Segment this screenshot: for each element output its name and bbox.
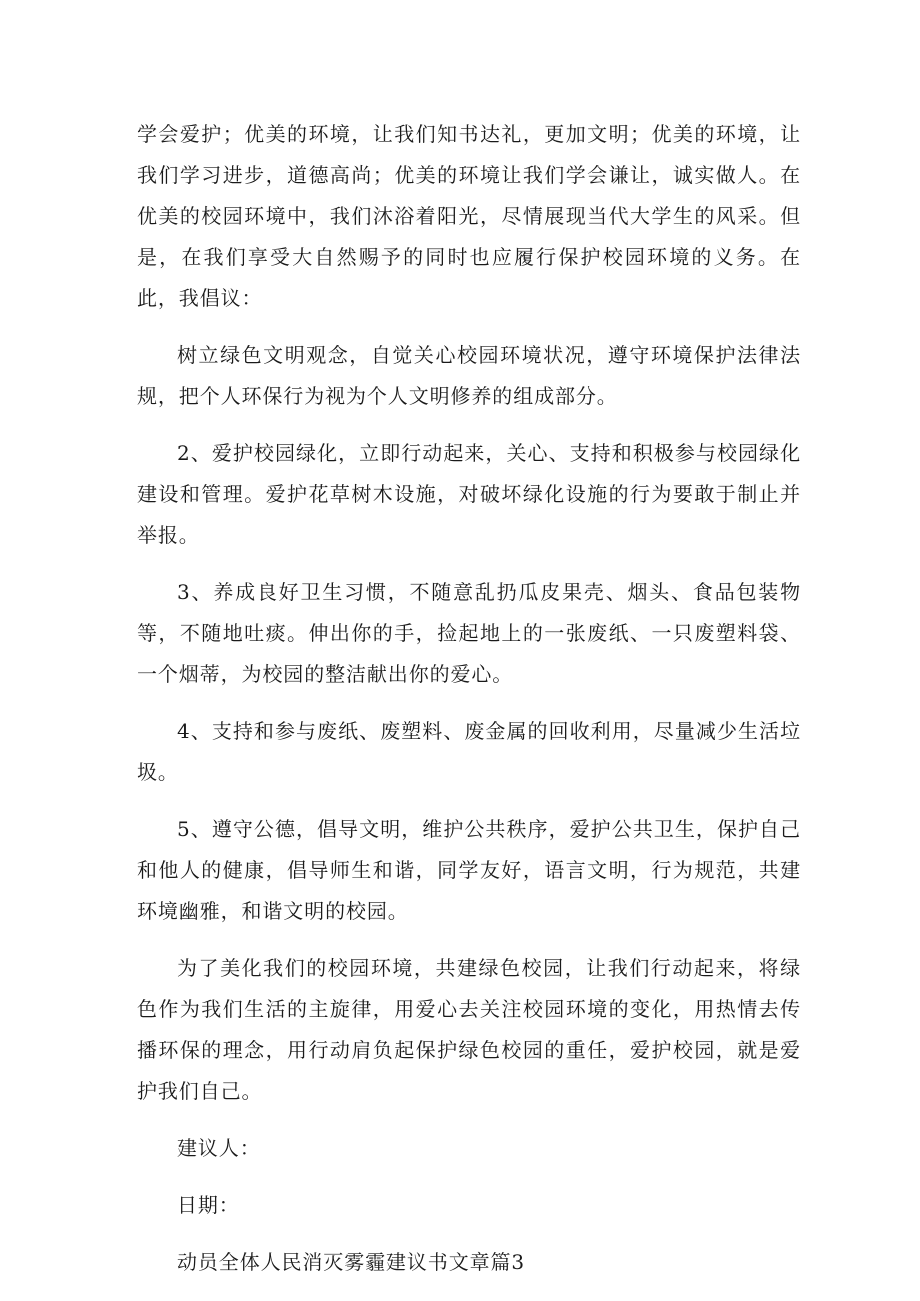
signature-proposer: 建议人： [177, 1136, 261, 1160]
paragraph-intro: 学会爱护；优美的环境，让我们知书达礼，更加文明；优美的环境，让我们学习进步，道德高尚；优美的环境让我们学会谦让，诚实做人。在优美的校园环境中，我们沐浴着阳光，尽情展现当代大学生的风采。但是，在我们享受大自然赐予的同时也应履行保护校园环境的义务。在此，我倡议： [137, 122, 801, 310]
paragraph-gap [137, 1226, 801, 1242]
paragraph-item-3: 3、养成良好卫生习惯，不随意乱扔瓜皮果壳、烟头、食品包装物等，不随地吐痰。伸出你的手，捡起地上的一张废纸、一只废塑料袋、一个烟蒂，为校园的整洁献出你的爱心。 [137, 580, 801, 686]
signature-date: 日期： [177, 1193, 240, 1217]
paragraph-gap [137, 932, 801, 948]
paragraph-gap [137, 793, 801, 809]
paragraph-gap [137, 556, 801, 572]
paragraph-gap [137, 695, 801, 711]
document-body [137, 114, 801, 1283]
paragraph-item-2: 2、爱护校园绿化，立即行动起来，关心、支持和积极参与校园绿化建设和管理。爱护花草树木设施，对破坏绿化设施的行为要敢于制止并举报。 [137, 441, 801, 547]
paragraph-item-1: 树立绿色文明观念，自觉关心校园环境状况，遵守环境保护法律法规，把个人环保行为视为个人文明修养的组成部分。 [137, 343, 801, 408]
paragraph-gap [137, 417, 801, 433]
next-article-heading: 动员全体人民消灭雾霾建议书文章篇3 [177, 1250, 526, 1274]
paragraph-item-5: 5、遵守公德，倡导文明，维护公共秩序，爱护公共卫生，保护自己和他人的健康，倡导师生和谐，同学友好，语言文明，行为规范，共建环境幽雅，和谐文明的校园。 [137, 817, 801, 923]
paragraph-closing: 为了美化我们的校园环境，共建绿色校园，让我们行动起来，将绿色作为我们生活的主旋律，用爱心去关注校园环境的变化，用热情去传播环保的理念，用行动肩负起保护绿色校园的重任，爱护校园，就是爱护我们自己。 [137, 956, 801, 1103]
paragraph-gap [137, 1169, 801, 1185]
paragraph-item-4: 4、支持和参与废纸、废塑料、废金属的回收利用，尽量减少生活垃圾。 [137, 719, 801, 784]
paragraph-gap [137, 1112, 801, 1128]
paragraph-gap [137, 319, 801, 335]
